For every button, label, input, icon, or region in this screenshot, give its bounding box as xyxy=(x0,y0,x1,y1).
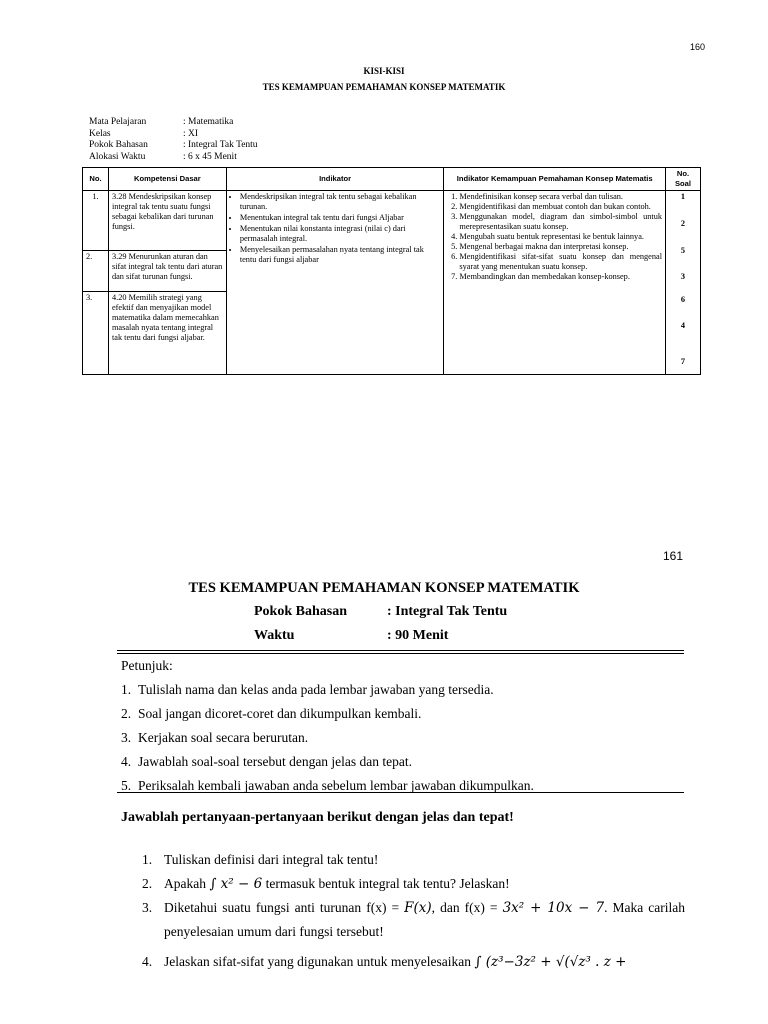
question-list xyxy=(142,848,685,974)
meta-row: Kelas : XI xyxy=(89,128,199,139)
question-heading: Jawablah pertanyaan-pertanyaan berikut dengan jelas dan tepat! xyxy=(121,810,514,825)
indikator-item: • Mendeskripsikan integral tak tentu sebagai kebalikan turunan. xyxy=(240,192,441,212)
header-indikator: Indikator xyxy=(226,168,444,191)
indikator-item: • Menentukan integral tak tentu dari fungsi Aljabar xyxy=(240,213,441,223)
list-item: 4. Jawablah soal-soal tersebut dengan jelas dan tepat. xyxy=(121,754,413,769)
kisi-table xyxy=(82,167,701,375)
header-kemampuan: Indikator Kemampuan Pemahaman Konsep Matematis xyxy=(444,168,666,191)
page-number: 161 xyxy=(662,549,683,563)
kemampuan-item: 7. Membandingkan dan membedakan konsep-konsep. xyxy=(459,272,662,282)
kompetensi-item: 4.20 Memilih strategi yang efektif dan menyajikan model matematika dalam memecahkan masalah nyata tentang integral tak tentu dari fungsi aljabar. xyxy=(111,293,219,342)
question-item: 2. Apakah ∫ x² − 6 termasuk bentuk integral tak tentu? Jelaskan! xyxy=(142,876,510,892)
page-160 xyxy=(0,0,768,505)
divider xyxy=(117,792,684,793)
divider xyxy=(117,650,684,651)
list-item: 2. Soal jangan dicoret-coret dan dikumpulkan kembali. xyxy=(121,706,422,721)
kemampuan-item: 5. Mengenal berbagai makna dan interpretasi konsep. xyxy=(459,242,662,252)
title-kisi: KISI-KISI xyxy=(363,66,405,76)
header-no: No. xyxy=(83,168,109,191)
kemampuan-item: 2. Mengidentifikasi dan membuat contoh dan bukan contoh. xyxy=(459,202,662,212)
page-number: 160 xyxy=(689,42,705,52)
header-kompetensi: Kompetensi Dasar xyxy=(108,168,226,191)
page-161 xyxy=(0,508,768,1024)
kompetensi-item: 3.28 Mendeskripsikan konsep integral tak tentu suatu fungsi sebagai kebalikan dari turunan fungsi. xyxy=(109,191,226,251)
kemampuan-item: 1. Mendefinisikan konsep secara verbal dan tulisan. xyxy=(459,192,662,202)
meta-row: Pokok Bahasan : Integral Tak Tentu xyxy=(89,140,258,150)
petunjuk-block xyxy=(121,654,534,798)
table-row xyxy=(83,191,701,375)
meta-block xyxy=(89,117,258,163)
indikator-item: • Menentukan nilai konstanta integrasi (nilai c) dari permasalah integral. xyxy=(240,224,441,244)
meta-row: Mata Pelajaran : Matematika xyxy=(89,117,234,127)
title-tes: TES KEMAMPUAN PEMAHAMAN KONSEP MATEMATIK xyxy=(262,82,506,92)
no-soal-cell: 1 2 5 3 6 4 7 xyxy=(666,191,701,375)
question-item: 4. Jelaskan sifat-sifat yang digunakan untuk menyelesaikan ∫ (z³−3z² + √(√z³ . z + xyxy=(142,954,627,970)
kemampuan-cell xyxy=(444,191,666,375)
kemampuan-item: 6. Mengidentifikasi sifat-sifat suatu konsep dan mengenal syarat yang menentukan suatu konsep. xyxy=(459,252,662,272)
indikator-item: • Menyelesaikan permasalahan nyata tentang integral tak tentu dari fungsi aljabar xyxy=(240,245,441,265)
kemampuan-item: 4. Mengubah suatu bentuk representasi ke bentuk lainnya. xyxy=(459,232,662,242)
petunjuk-label: Petunjuk: xyxy=(121,658,173,673)
kompetensi-cell xyxy=(108,191,226,375)
question-item: 1. Tuliskan definisi dari integral tak tentu! xyxy=(142,852,379,867)
pokok-bahasan: Pokok Bahasan : Integral Tak Tentu xyxy=(254,604,508,619)
kemampuan-item: 3. Menggunakan model, diagram dan simbol-simbol untuk merepresentasikan suatu konsep. xyxy=(459,212,662,232)
page-title: TES KEMAMPUAN PEMAHAMAN KONSEP MATEMATIK xyxy=(188,580,580,596)
kompetensi-item: 3.29 Menurunkan aturan dan sifat integral tak tentu dari aturan dan sifat turunan fungsi. xyxy=(109,251,226,292)
math-expression: ∫ x² − 6 xyxy=(209,876,263,892)
table-header xyxy=(83,168,701,191)
list-item: 3. Kerjakan soal secara berurutan. xyxy=(121,730,309,745)
question-item: 3. Diketahui suatu fungsi anti turunan f(x) = F(x), dan f(x) = 3x² + 10x − 7. Maka carilah penyelesaian umum dari fungsi tersebut! xyxy=(142,900,685,939)
list-item: 1. Tulislah nama dan kelas anda pada lembar jawaban yang tersedia. xyxy=(121,682,494,697)
header-no-soal: No. Soal xyxy=(666,168,701,191)
waktu: Waktu : 90 Menit xyxy=(254,628,449,643)
indikator-cell xyxy=(226,191,444,375)
math-expression: ∫ (z³−3z² + √(√z³ . z + xyxy=(474,954,627,970)
number-cell: 1. 2. 3. xyxy=(83,191,109,375)
meta-row: Alokasi Waktu : 6 x 45 Menit xyxy=(89,151,237,162)
list-item: 5. Periksalah kembali jawaban anda sebelum lembar jawaban dikumpulkan. xyxy=(121,778,534,793)
